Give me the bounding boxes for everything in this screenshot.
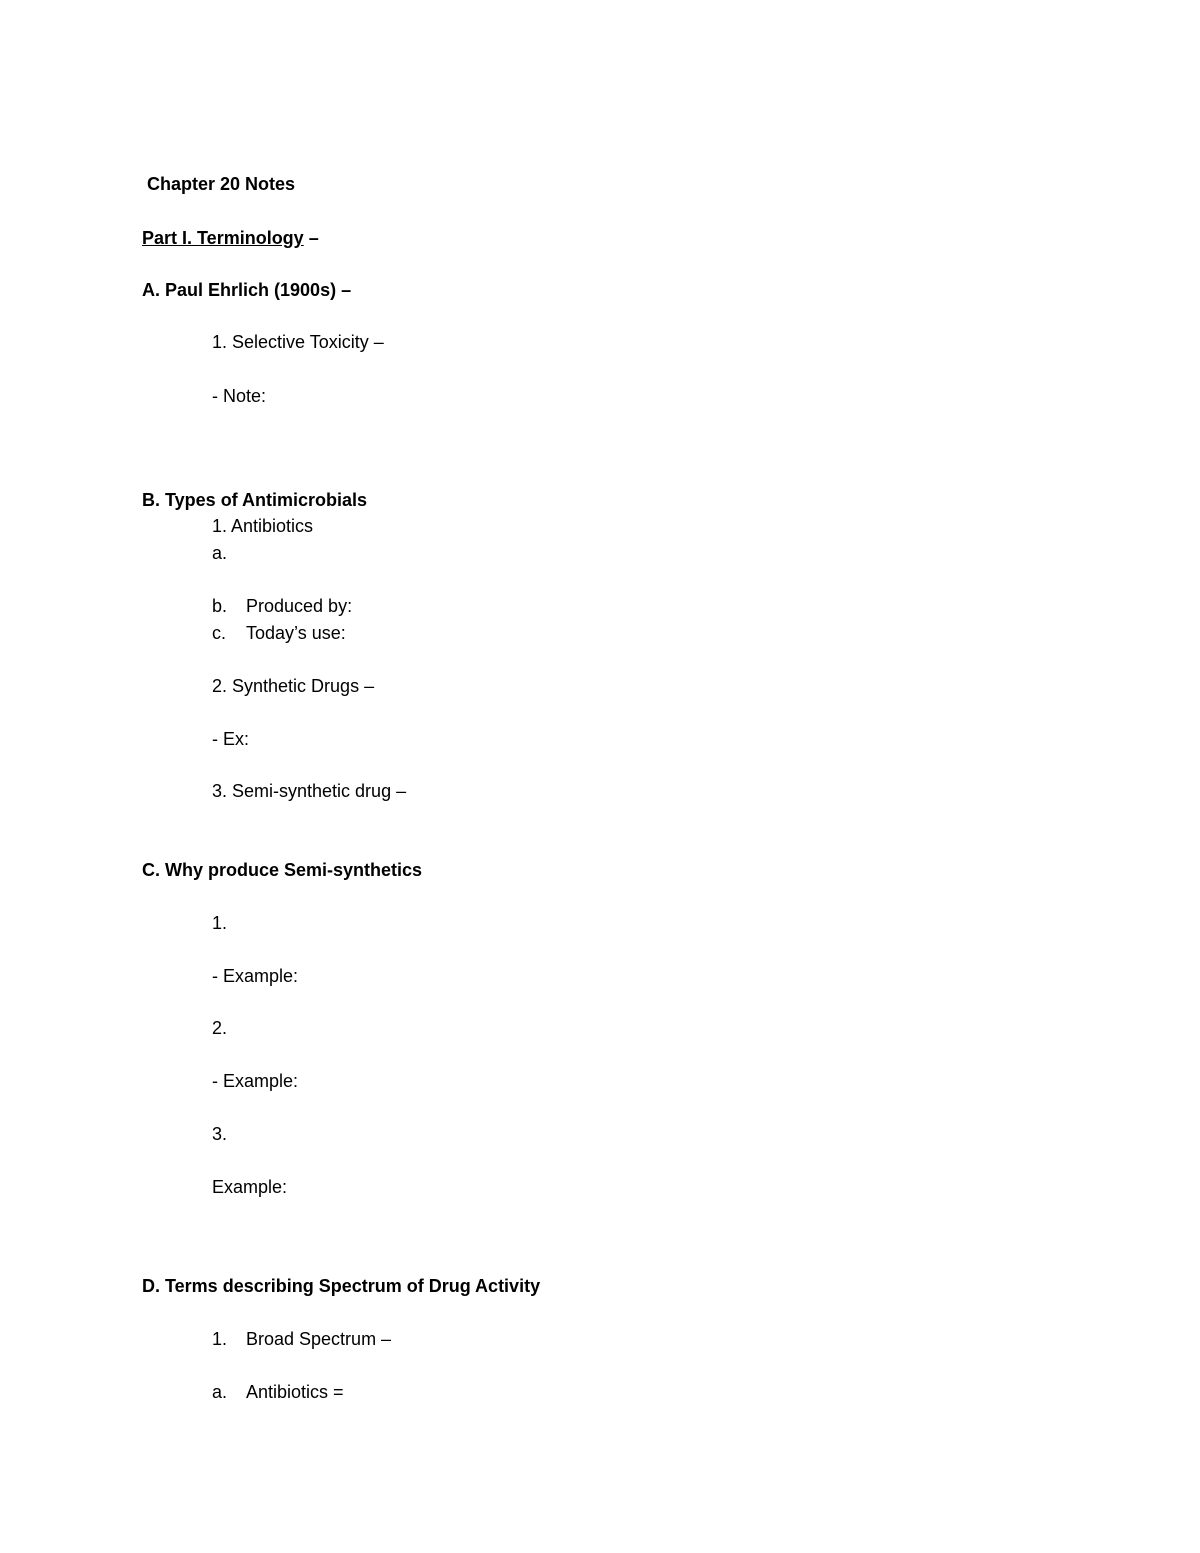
section-d-item-1 bbox=[212, 1328, 391, 1350]
section-c-item-2: 2. bbox=[212, 1018, 228, 1038]
section-a-item-1: 1. Selective Toxicity – bbox=[212, 332, 384, 352]
section-b-sub-a: a. bbox=[212, 543, 228, 563]
section-b-example: - Ex: bbox=[212, 729, 250, 749]
section-c-example-1: - Example: bbox=[212, 966, 299, 986]
part-heading-label: Part I. Terminology bbox=[142, 228, 304, 248]
section-b-sub-b-text: Produced by: bbox=[246, 596, 353, 616]
section-d-heading: D. Terms describing Spectrum of Drug Activity bbox=[142, 1276, 541, 1296]
section-b-heading: B. Types of Antimicrobials bbox=[142, 490, 368, 510]
section-b-item-3: 3. Semi-synthetic drug – bbox=[212, 781, 407, 801]
section-b-item-2: 2. Synthetic Drugs – bbox=[212, 676, 375, 696]
section-a-heading: A. Paul Ehrlich (1900s) – bbox=[142, 280, 352, 300]
section-b-item-1: 1. Antibiotics bbox=[212, 516, 314, 536]
section-a-note: - Note: bbox=[212, 386, 267, 406]
section-c-example-3: Example: bbox=[212, 1177, 288, 1197]
section-b-sub-b-marker: b. bbox=[212, 596, 228, 616]
part-heading bbox=[142, 227, 319, 249]
section-b-sub-b bbox=[212, 595, 352, 617]
section-b-sub-c-marker: c. bbox=[212, 623, 227, 643]
section-d-sub-a-marker: a. bbox=[212, 1382, 228, 1402]
section-d-sub-a-text: Antibiotics = bbox=[246, 1382, 344, 1402]
page-title: Chapter 20 Notes bbox=[147, 174, 296, 194]
section-c-item-1: 1. bbox=[212, 913, 228, 933]
section-c-heading: C. Why produce Semi-synthetics bbox=[142, 860, 423, 880]
section-b-sub-c bbox=[212, 622, 346, 644]
section-c-example-2: - Example: bbox=[212, 1071, 299, 1091]
part-heading-dash: – bbox=[303, 228, 319, 248]
section-d-item-1-marker: 1. bbox=[212, 1329, 228, 1349]
section-d-sub-a bbox=[212, 1381, 344, 1403]
section-b-sub-c-text: Today’s use: bbox=[246, 623, 346, 643]
section-c-item-3: 3. bbox=[212, 1124, 228, 1144]
section-d-item-1-text: Broad Spectrum – bbox=[246, 1329, 392, 1349]
